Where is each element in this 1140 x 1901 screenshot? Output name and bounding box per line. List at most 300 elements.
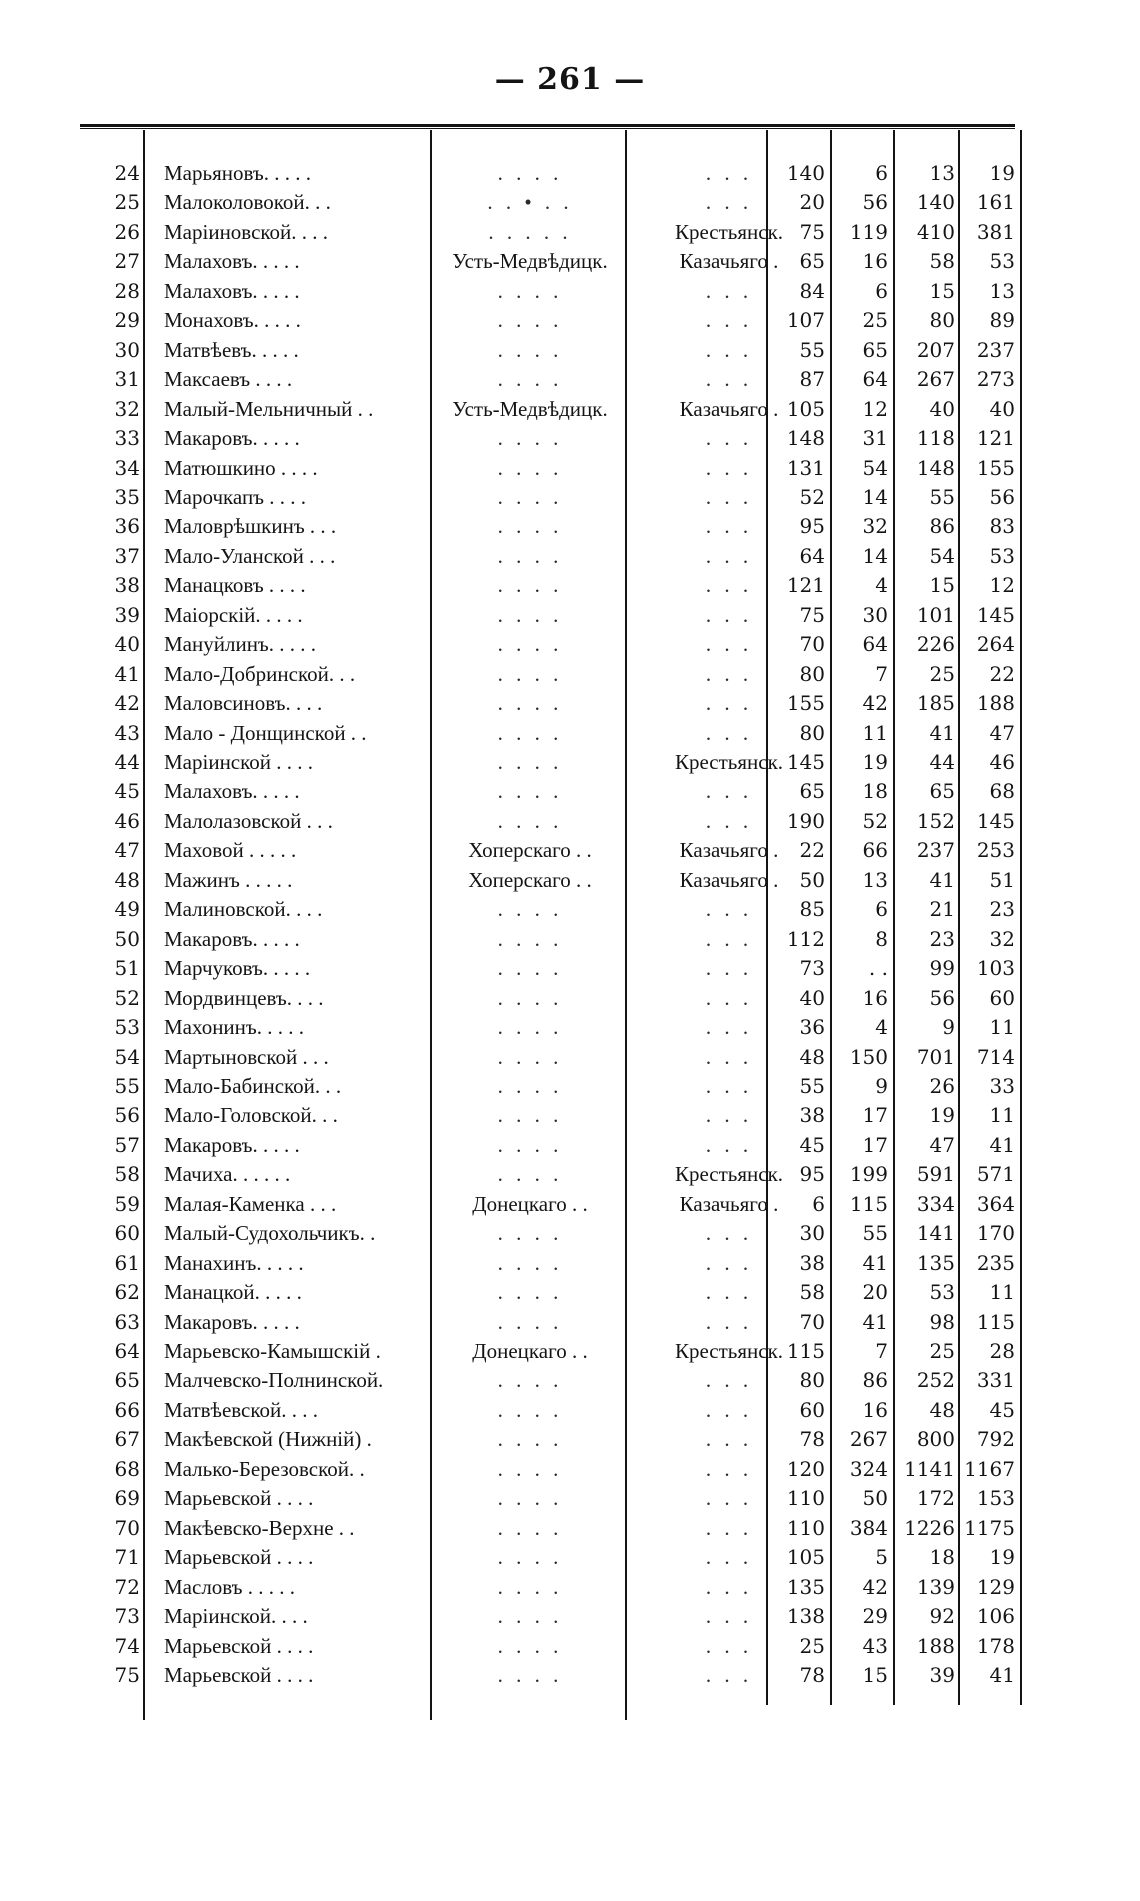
- value-cell-4: 153: [976, 1486, 1015, 1511]
- row-number: 31: [114, 367, 140, 392]
- value-cell-3: 141: [916, 1221, 955, 1246]
- district-cell: . . . .: [497, 1015, 563, 1040]
- settlement-name: Мануйлинъ. . . . .: [164, 632, 317, 657]
- district-cell: Донецкаго . .: [472, 1339, 588, 1363]
- value-cell-3: 41: [929, 720, 955, 745]
- value-cell-1: 120: [786, 1456, 825, 1481]
- table-row: [80, 512, 1015, 541]
- table-row: [80, 954, 1015, 983]
- settlement-type-cell: . . .: [705, 779, 753, 804]
- settlement-type-cell: . . .: [705, 190, 753, 215]
- row-number: 34: [114, 455, 140, 480]
- district-cell: . . . .: [497, 543, 563, 568]
- district-cell: Усть-Медвѣдицк.: [452, 249, 608, 274]
- table-row: [80, 1514, 1015, 1543]
- table-row: [80, 1543, 1015, 1572]
- value-cell-4: 714: [976, 1044, 1015, 1069]
- settlement-type-cell: . . .: [705, 1545, 753, 1570]
- value-cell-4: 103: [976, 956, 1015, 981]
- value-cell-4: 45: [989, 1397, 1015, 1422]
- value-cell-1: 190: [786, 808, 825, 833]
- district-cell: . . . .: [497, 926, 563, 951]
- row-number: 66: [114, 1397, 140, 1422]
- settlement-name: Малиновской. . . .: [164, 897, 323, 922]
- value-cell-2: 324: [849, 1456, 888, 1481]
- district-cell: . . . .: [497, 897, 563, 922]
- table-row: [80, 1249, 1015, 1278]
- value-cell-1: 148: [786, 426, 825, 451]
- row-number: 74: [114, 1633, 140, 1658]
- settlement-name: Мало-Головской. . .: [164, 1103, 338, 1128]
- settlement-type-cell: Казачьяго .: [679, 1191, 779, 1216]
- value-cell-2: 64: [862, 632, 888, 657]
- table-row: [80, 277, 1015, 306]
- settlement-name: Макаровъ. . . . .: [164, 926, 300, 951]
- district-cell: . . . .: [497, 750, 563, 774]
- value-cell-1: 78: [799, 1662, 825, 1687]
- row-number: 73: [114, 1604, 140, 1629]
- value-cell-2: 13: [862, 867, 888, 892]
- district-cell: Хоперскаго . .: [468, 867, 592, 892]
- value-cell-4: 145: [976, 808, 1015, 833]
- settlement-type-cell: . . .: [705, 1132, 753, 1157]
- row-number: 64: [114, 1339, 140, 1363]
- district-cell: . . . .: [497, 1545, 563, 1570]
- value-cell-2: 43: [862, 1633, 888, 1658]
- table-row: [80, 984, 1015, 1013]
- value-cell-2: 64: [862, 367, 888, 392]
- row-number: 56: [114, 1103, 140, 1128]
- settlement-type-cell: . . .: [705, 337, 753, 362]
- value-cell-4: 381: [976, 219, 1015, 244]
- value-cell-1: 87: [799, 367, 825, 392]
- value-cell-1: 112: [786, 926, 825, 951]
- value-cell-1: 85: [799, 897, 825, 922]
- value-cell-1: 80: [799, 661, 825, 686]
- settlement-name: Мало-Добринской. . .: [164, 661, 356, 686]
- value-cell-2: 4: [875, 573, 888, 598]
- row-number: 30: [114, 337, 140, 362]
- district-cell: . . . .: [497, 573, 563, 598]
- value-cell-3: 25: [929, 1339, 955, 1363]
- row-number: 46: [114, 808, 140, 833]
- row-number: 72: [114, 1574, 140, 1599]
- district-cell: . . . .: [497, 484, 563, 509]
- page-number: — 261 —: [494, 62, 646, 97]
- value-cell-4: 571: [976, 1162, 1015, 1187]
- value-cell-1: 80: [799, 1368, 825, 1393]
- row-number: 26: [114, 219, 140, 244]
- row-number: 41: [114, 661, 140, 686]
- district-cell: . . . .: [497, 808, 563, 833]
- settlement-name: Малаховъ. . . . .: [164, 779, 300, 804]
- table-row: [80, 1396, 1015, 1425]
- settlement-type-cell: . . .: [705, 1280, 753, 1305]
- value-cell-4: 115: [976, 1309, 1015, 1334]
- district-cell: . . . .: [497, 278, 563, 303]
- value-cell-1: 110: [786, 1486, 825, 1511]
- table-row: [80, 1160, 1015, 1189]
- table-row: [80, 925, 1015, 954]
- settlement-type-cell: Крестьянск.: [674, 1339, 784, 1363]
- row-number: 29: [114, 308, 140, 333]
- settlement-name: Матвѣевской. . . .: [164, 1397, 319, 1422]
- settlement-type-cell: . . .: [705, 308, 753, 333]
- value-cell-1: 80: [799, 720, 825, 745]
- table-row: [80, 719, 1015, 748]
- value-cell-3: 135: [916, 1250, 955, 1275]
- value-cell-3: 101: [916, 602, 955, 627]
- value-cell-1: 107: [786, 308, 825, 333]
- settlement-name: Марьевско-Камышскій .: [164, 1339, 381, 1363]
- row-number: 67: [114, 1427, 140, 1452]
- settlement-type-cell: . . .: [705, 808, 753, 833]
- row-number: 36: [114, 514, 140, 539]
- value-cell-3: 25: [929, 661, 955, 686]
- district-cell: Хоперскаго . .: [468, 838, 592, 863]
- value-cell-3: 701: [916, 1044, 955, 1069]
- value-cell-3: 19: [929, 1103, 955, 1128]
- value-cell-3: 148: [916, 455, 955, 480]
- value-cell-1: 20: [799, 190, 825, 215]
- value-cell-2: 119: [849, 219, 888, 244]
- value-cell-3: 92: [929, 1604, 955, 1629]
- value-cell-2: 65: [862, 337, 888, 362]
- settlement-name: Мартыновской . . .: [164, 1044, 329, 1069]
- settlement-name: Марочкапъ . . . .: [164, 484, 307, 509]
- district-cell: . . . .: [497, 1633, 563, 1658]
- row-number: 75: [114, 1662, 140, 1687]
- table-row: [80, 1573, 1015, 1602]
- table-row: [80, 1278, 1015, 1307]
- settlement-name: Мало - Донщинской . .: [164, 720, 367, 745]
- settlement-type-cell: . . .: [705, 720, 753, 745]
- district-cell: . . . .: [497, 1103, 563, 1128]
- value-cell-3: 58: [929, 249, 955, 274]
- settlement-type-cell: . . .: [705, 1633, 753, 1658]
- settlement-type-cell: . . .: [705, 1574, 753, 1599]
- district-cell: . . . .: [497, 779, 563, 804]
- value-cell-1: 115: [786, 1339, 825, 1363]
- value-cell-3: 591: [916, 1162, 955, 1187]
- value-cell-1: 22: [799, 838, 825, 863]
- value-cell-1: 6: [812, 1191, 825, 1216]
- settlement-name: Малаховъ. . . . .: [164, 249, 300, 274]
- settlement-name: Макаровъ. . . . .: [164, 426, 300, 451]
- settlement-name: Манацковъ . . . .: [164, 573, 306, 598]
- value-cell-2: 150: [849, 1044, 888, 1069]
- value-cell-3: 252: [916, 1368, 955, 1393]
- value-cell-1: 105: [786, 396, 825, 421]
- value-cell-1: 64: [799, 543, 825, 568]
- district-cell: . . . .: [497, 1456, 563, 1481]
- value-cell-4: 121: [976, 426, 1015, 451]
- settlement-name: Макаровъ. . . . .: [164, 1309, 300, 1334]
- value-cell-3: 172: [916, 1486, 955, 1511]
- value-cell-1: 50: [799, 867, 825, 892]
- value-cell-2: 32: [862, 514, 888, 539]
- table-row: [80, 218, 1015, 247]
- row-number: 39: [114, 602, 140, 627]
- settlement-name: Мало-Уланской . . .: [164, 543, 336, 568]
- value-cell-4: 235: [976, 1250, 1015, 1275]
- district-cell: . . . .: [497, 1162, 563, 1187]
- table-row: [80, 1484, 1015, 1513]
- row-number: 49: [114, 897, 140, 922]
- value-cell-1: 25: [799, 1633, 825, 1658]
- value-cell-3: 98: [929, 1309, 955, 1334]
- value-cell-1: 58: [799, 1280, 825, 1305]
- value-cell-4: 364: [976, 1191, 1015, 1216]
- settlement-name: Махонинъ. . . . .: [164, 1015, 305, 1040]
- value-cell-2: 18: [862, 779, 888, 804]
- district-cell: . . . .: [497, 1486, 563, 1511]
- settlement-type-cell: Казачьяго .: [679, 867, 779, 892]
- value-cell-1: 131: [786, 455, 825, 480]
- value-cell-1: 55: [799, 337, 825, 362]
- row-number: 38: [114, 573, 140, 598]
- settlement-name: Максаевъ . . . .: [164, 367, 293, 392]
- table-row: [80, 336, 1015, 365]
- settlement-name: Маріинской . . . .: [164, 750, 313, 774]
- settlement-name: Масловъ . . . . .: [164, 1574, 296, 1599]
- value-cell-3: 53: [929, 1280, 955, 1305]
- value-cell-3: 48: [929, 1397, 955, 1422]
- district-cell: Донецкаго . .: [472, 1191, 588, 1216]
- value-cell-2: 29: [862, 1604, 888, 1629]
- row-number: 58: [114, 1162, 140, 1187]
- value-cell-1: 55: [799, 1073, 825, 1098]
- row-number: 25: [114, 190, 140, 215]
- value-cell-3: 1226: [904, 1515, 955, 1540]
- settlement-name: Маховой . . . . .: [164, 838, 297, 863]
- table-row: [80, 571, 1015, 600]
- table-row: [80, 660, 1015, 689]
- row-number: 59: [114, 1191, 140, 1216]
- value-cell-4: 47: [989, 720, 1015, 745]
- value-cell-4: 19: [989, 1545, 1015, 1570]
- row-number: 27: [114, 249, 140, 274]
- table-row: [80, 1190, 1015, 1219]
- district-cell: . . . .: [497, 514, 563, 539]
- settlement-type-cell: . . .: [705, 367, 753, 392]
- table-row: [80, 483, 1015, 512]
- value-cell-1: 138: [786, 1604, 825, 1629]
- settlement-type-cell: . . .: [705, 691, 753, 716]
- value-cell-3: 23: [929, 926, 955, 951]
- value-cell-2: 14: [862, 484, 888, 509]
- value-cell-1: 75: [799, 602, 825, 627]
- table-row: [80, 1072, 1015, 1101]
- value-cell-3: 267: [916, 367, 955, 392]
- value-cell-3: 800: [916, 1427, 955, 1452]
- settlement-type-cell: Казачьяго .: [679, 838, 779, 863]
- settlement-name: Марьевской . . . .: [164, 1486, 314, 1511]
- district-cell: . . . .: [497, 337, 563, 362]
- settlement-name: Малолазовской . . .: [164, 808, 333, 833]
- value-cell-4: 28: [989, 1339, 1015, 1363]
- settlement-type-cell: . . .: [705, 956, 753, 981]
- value-cell-2: 86: [862, 1368, 888, 1393]
- settlement-type-cell: Казачьяго .: [679, 249, 779, 274]
- row-number: 61: [114, 1250, 140, 1275]
- district-cell: . . . .: [497, 426, 563, 451]
- settlement-type-cell: . . .: [705, 1515, 753, 1540]
- table-row: [80, 1308, 1015, 1337]
- value-cell-2: 17: [862, 1132, 888, 1157]
- settlement-type-cell: . . .: [705, 514, 753, 539]
- value-cell-1: 78: [799, 1427, 825, 1452]
- value-cell-4: 23: [989, 897, 1015, 922]
- value-cell-2: 6: [875, 161, 888, 185]
- value-cell-4: 11: [989, 1015, 1015, 1040]
- settlement-name: Макаровъ. . . . .: [164, 1132, 300, 1157]
- value-cell-2: 12: [862, 396, 888, 421]
- value-cell-4: 1167: [964, 1456, 1015, 1481]
- value-cell-4: 129: [976, 1574, 1015, 1599]
- value-cell-1: 40: [799, 985, 825, 1010]
- value-cell-1: 48: [799, 1044, 825, 1069]
- settlement-name: Матвѣевъ. . . . .: [164, 337, 299, 362]
- district-cell: . . . .: [497, 1250, 563, 1275]
- table-row: [80, 1632, 1015, 1661]
- value-cell-3: 86: [929, 514, 955, 539]
- value-cell-1: 52: [799, 484, 825, 509]
- value-cell-1: 73: [799, 956, 825, 981]
- value-cell-3: 15: [929, 573, 955, 598]
- value-cell-3: 139: [916, 1574, 955, 1599]
- value-cell-4: 155: [976, 455, 1015, 480]
- district-cell: . . . .: [497, 1397, 563, 1422]
- value-cell-2: 25: [862, 308, 888, 333]
- settlement-name: Маловрѣшкинъ . . .: [164, 514, 337, 539]
- value-cell-3: 9: [942, 1015, 955, 1040]
- value-cell-4: 237: [976, 337, 1015, 362]
- row-number: 63: [114, 1309, 140, 1334]
- value-cell-2: 16: [862, 249, 888, 274]
- value-cell-3: 118: [916, 426, 955, 451]
- value-cell-3: 39: [929, 1662, 955, 1687]
- value-cell-2: 30: [862, 602, 888, 627]
- value-cell-2: 267: [849, 1427, 888, 1452]
- row-number: 40: [114, 632, 140, 657]
- row-number: 70: [114, 1515, 140, 1540]
- row-number: 65: [114, 1368, 140, 1393]
- settlement-name: Марьевской . . . .: [164, 1545, 314, 1570]
- value-cell-2: 5: [875, 1545, 888, 1570]
- settlement-type-cell: Крестьянск.: [674, 1162, 784, 1187]
- settlement-name: Макѣевской (Нижній) .: [164, 1427, 372, 1452]
- value-cell-2: 50: [862, 1486, 888, 1511]
- value-cell-1: 30: [799, 1221, 825, 1246]
- table-row: [80, 1425, 1015, 1454]
- settlement-type-cell: . . .: [705, 455, 753, 480]
- district-cell: . . . .: [497, 602, 563, 627]
- settlement-type-cell: . . .: [705, 897, 753, 922]
- value-cell-2: 9: [875, 1073, 888, 1098]
- value-cell-3: 80: [929, 308, 955, 333]
- table-row: [80, 630, 1015, 659]
- column-divider: [1020, 130, 1022, 1705]
- value-cell-1: 65: [799, 249, 825, 274]
- row-number: 44: [114, 750, 140, 774]
- row-number: 43: [114, 720, 140, 745]
- settlement-type-cell: . . .: [705, 661, 753, 686]
- value-cell-3: 18: [929, 1545, 955, 1570]
- value-cell-1: 65: [799, 779, 825, 804]
- value-cell-4: 331: [976, 1368, 1015, 1393]
- row-number: 45: [114, 779, 140, 804]
- district-cell: . . . .: [497, 367, 563, 392]
- settlement-type-cell: . . .: [705, 1044, 753, 1069]
- value-cell-4: 53: [989, 543, 1015, 568]
- table-row: [80, 1602, 1015, 1631]
- table-row: [80, 395, 1015, 424]
- district-cell: . . . .: [497, 1073, 563, 1098]
- value-cell-1: 110: [786, 1515, 825, 1540]
- value-cell-1: 70: [799, 632, 825, 657]
- settlement-type-cell: . . .: [705, 484, 753, 509]
- value-cell-2: 42: [862, 1574, 888, 1599]
- value-cell-4: 792: [976, 1427, 1015, 1452]
- value-cell-1: 45: [799, 1132, 825, 1157]
- district-cell: . . . .: [497, 1132, 563, 1157]
- settlement-name: Малый-Мельничный . .: [164, 396, 374, 421]
- row-number: 28: [114, 278, 140, 303]
- value-cell-4: 12: [989, 573, 1015, 598]
- settlement-name: Маріиновской. . . .: [164, 219, 329, 244]
- settlement-name: Маіорскій. . . . .: [164, 602, 303, 627]
- value-cell-3: 26: [929, 1073, 955, 1098]
- settlement-type-cell: . . .: [705, 1604, 753, 1629]
- value-cell-4: 106: [976, 1604, 1015, 1629]
- row-number: 47: [114, 838, 140, 863]
- table-row: [80, 424, 1015, 453]
- value-cell-2: 17: [862, 1103, 888, 1128]
- value-cell-4: 253: [976, 838, 1015, 863]
- table-row: [80, 1337, 1015, 1366]
- settlement-type-cell: . . .: [705, 1015, 753, 1040]
- value-cell-3: 65: [929, 779, 955, 804]
- value-cell-4: 13: [989, 278, 1015, 303]
- district-cell: . . . .: [497, 985, 563, 1010]
- value-cell-3: 44: [929, 750, 955, 774]
- value-cell-3: 185: [916, 691, 955, 716]
- value-cell-4: 83: [989, 514, 1015, 539]
- district-cell: . . . .: [497, 161, 563, 185]
- value-cell-4: 264: [976, 632, 1015, 657]
- value-cell-1: 36: [799, 1015, 825, 1040]
- table-row: [80, 866, 1015, 895]
- table-row: [80, 1219, 1015, 1248]
- value-cell-2: 8: [875, 926, 888, 951]
- value-cell-4: 60: [989, 985, 1015, 1010]
- value-cell-3: 188: [916, 1633, 955, 1658]
- value-cell-2: 56: [862, 190, 888, 215]
- value-cell-1: 60: [799, 1397, 825, 1422]
- settlement-name: Мордвинцевъ. . . .: [164, 985, 324, 1010]
- settlement-name: Малая-Каменка . . .: [164, 1191, 337, 1216]
- district-cell: . . • . .: [487, 190, 573, 215]
- value-cell-2: 115: [849, 1191, 888, 1216]
- value-cell-3: 226: [916, 632, 955, 657]
- district-cell: . . . .: [497, 455, 563, 480]
- value-cell-2: 6: [875, 897, 888, 922]
- value-cell-4: 33: [989, 1073, 1015, 1098]
- table-row: [80, 1101, 1015, 1130]
- settlement-name: Монаховъ. . . . .: [164, 308, 301, 333]
- district-cell: . . . .: [497, 956, 563, 981]
